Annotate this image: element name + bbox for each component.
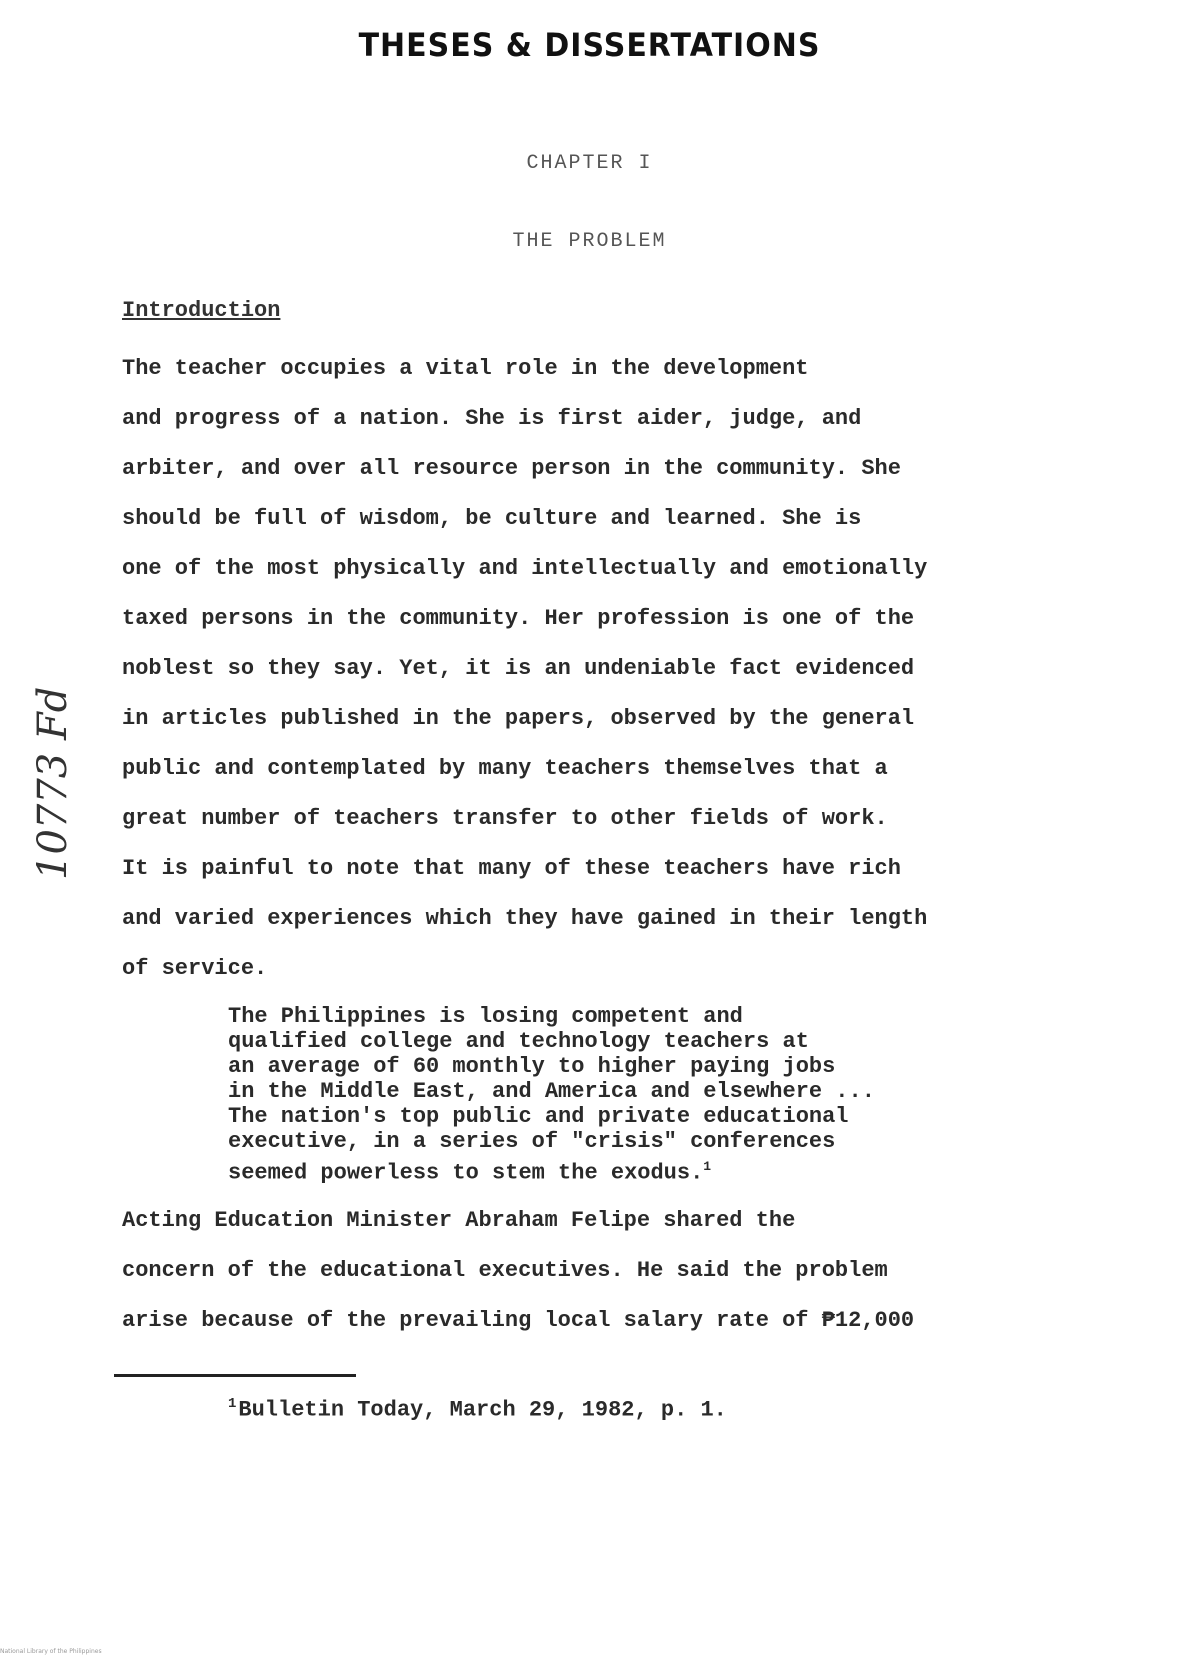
theses-dissertations-stamp: THESES & DISSERTATIONS xyxy=(358,26,821,65)
block-quote-text: The Philippines is losing competent and qualified college and technology teachers at an average of 60 monthly to higher paying jobs in the Middle East, and America and elsewhere ... The nation's top public and private educational executive, in a series of "crisis" conferences seemed powerless to stem the exodus. xyxy=(228,1004,875,1186)
footnote-text: Bulletin Today, March 29, 1982, p. 1. xyxy=(238,1397,727,1423)
chapter-title: THE PROBLEM xyxy=(512,230,667,253)
footnote xyxy=(228,1396,727,1422)
footnote-divider xyxy=(114,1374,356,1377)
footnote-reference: 1 xyxy=(703,1159,712,1174)
intro-paragraph: The teacher occupies a vital role in the development and progress of a nation. She is first aider, judge, and arbiter, and over all resource person in the community. She should be full of wisdom, be culture and learned. She is one of the most physically and intellectually and emotionally taxed persons in the community. Her profession is one of the noblest so they say. Yet, it is an undeniable fact evidenced in articles published in the papers, observed by the general public and contemplated by many teachers themselves that a great number of teachers transfer to other fields of work. It is painful to note that many of these teachers have rich and varied experiences which they have gained in their length of service. xyxy=(122,356,928,981)
scan-footer-text: National Library of the Philippines xyxy=(0,1648,102,1655)
section-heading-introduction: Introduction xyxy=(122,298,281,323)
second-paragraph: Acting Education Minister Abraham Felipe shared the concern of the educational executives. He said the problem arise because of the prevailing local salary rate of ₱12,000 xyxy=(122,1208,915,1333)
block-quote xyxy=(228,1004,1048,1185)
footnote-mark: 1 xyxy=(228,1396,237,1412)
handwritten-margin-note-text: 10773 Fd xyxy=(30,686,76,880)
chapter-label: CHAPTER I xyxy=(526,152,653,175)
handwritten-margin-note xyxy=(30,640,90,880)
